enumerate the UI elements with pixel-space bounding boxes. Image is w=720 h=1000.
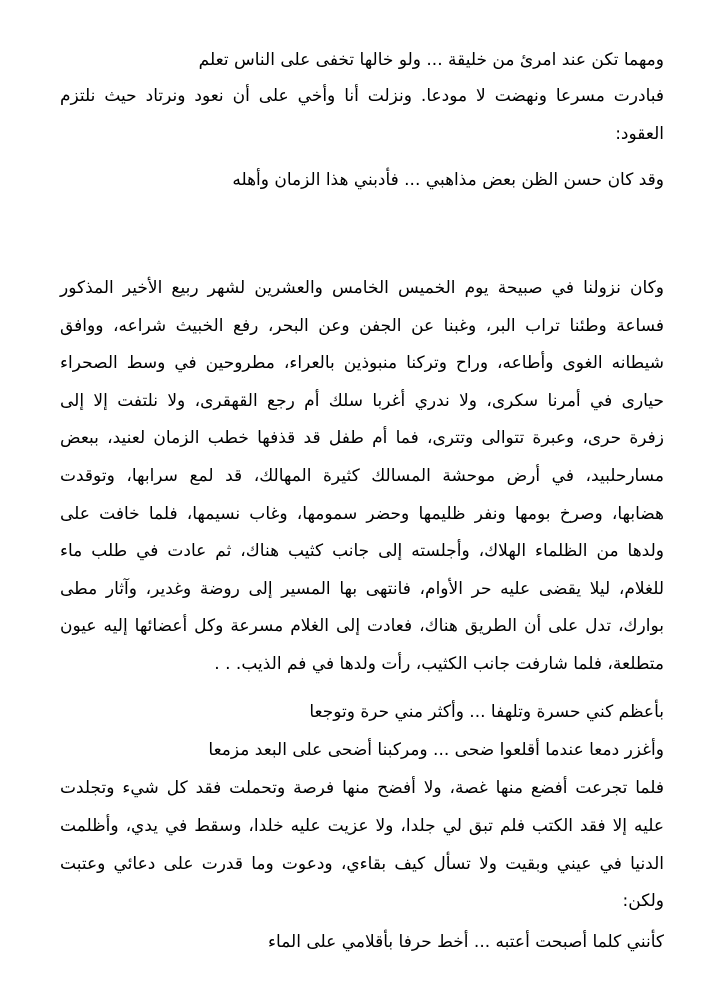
paragraph-line-2: العقود: <box>615 124 664 144</box>
verse-line-2: وقد كان حسن الظن بعض مذاهبي ... فأدبني هذا الزمان وأهله <box>232 170 664 190</box>
paragraph-line-14: فلما تجرعت أفضع منها غصة، ولا أفضح منها فرصة وتحملت فقد كل شيء وتجلدت <box>60 778 664 798</box>
paragraph-line-13: متطلعة، فلما شارفت جانب الكثيب، رأت ولدها في فم الذيب. . . <box>214 654 664 674</box>
paragraph-line-11: للغلام، ليلا يقضى عليه حر الأوام، فانتهى بها المسير إلى روضة وغدير، وآثار مطى <box>60 579 664 599</box>
verse-line-4: وأغزر دمعا عندما أقلعوا ضحى ... ومركبنا أضحى على البعد مزمعا <box>208 740 664 760</box>
paragraph-line-15: عليه إلا فقد الكتب فلم تبق لي جلدا، ولا عزيت عليه خلدا، وسقط في يدي، وأظلمت <box>60 816 664 836</box>
paragraph-line-8: مسارحلبيد، في أرض موحشة المسالك كثيرة المهالك، قد لمع سرابها، وتوقدت <box>60 466 664 486</box>
verse-line-5: كأنني كلما أصبحت أعتبه ... أخط حرفا بأقلامي على الماء <box>268 932 664 952</box>
paragraph-line-16: الدنيا في عيني وبقيت ولا تسأل كيف بقاءي، ودعوت وما قدرت على دعائي وعتبت <box>60 854 664 874</box>
paragraph-line-9: هضابها، وصرخ بومها ونفر ظليمها وحضر سمومها، وغاب نسيمها، فلما خافت على <box>60 504 664 524</box>
paragraph-line-12: بوارك، تدل على أن الطريق هناك، فعادت إلى الغلام مسرعة وكل أعضائها إليه عيون <box>60 616 664 636</box>
paragraph-line-17: ولكن: <box>622 891 664 911</box>
paragraph-line-1: فبادرت مسرعا ونهضت لا مودعا. ونزلت أنا وأخي على أن نعود ونرتاد حيث نلتزم <box>60 86 664 106</box>
paragraph-line-4: فساعة وطئنا تراب البر، وغبنا عن الجفن وعن البحر، رفع الخبيث شراعه، ووافق <box>60 316 664 336</box>
paragraph-line-3: وكان نزولنا في صبيحة يوم الخميس الخامس والعشرين لشهر ربيع الأخير المذكور <box>60 278 664 298</box>
paragraph-line-10: ولدها من الظلماء الهلاك، وأجلسته إلى جانب كثيب هناك، ثم عادت في طلب ماء <box>60 541 664 561</box>
paragraph-line-6: حيارى في أمرنا سكرى، ولا ندري أغربا سلك أم رجع القهقرى، ولا نلتفت إلا إلى <box>60 391 664 411</box>
verse-line-1: ومهما تكن عند امرئ من خليقة ... ولو خالها تخفى على الناس تعلم <box>198 50 664 70</box>
paragraph-line-7: زفرة حرى، وعبرة تتوالى وتترى، فما أم طفل قد قذفها خطب الزمان لعنيد، ببعض <box>60 428 664 448</box>
paragraph-line-5: شيطانه الغوى وأطاعه، وراح وتركنا منبوذين بالعراء، مطروحين في وسط الصحراء <box>60 353 664 373</box>
verse-line-3: بأعظم كني حسرة وتلهفا ... وأكثر مني حرة وتوجعا <box>309 702 664 722</box>
